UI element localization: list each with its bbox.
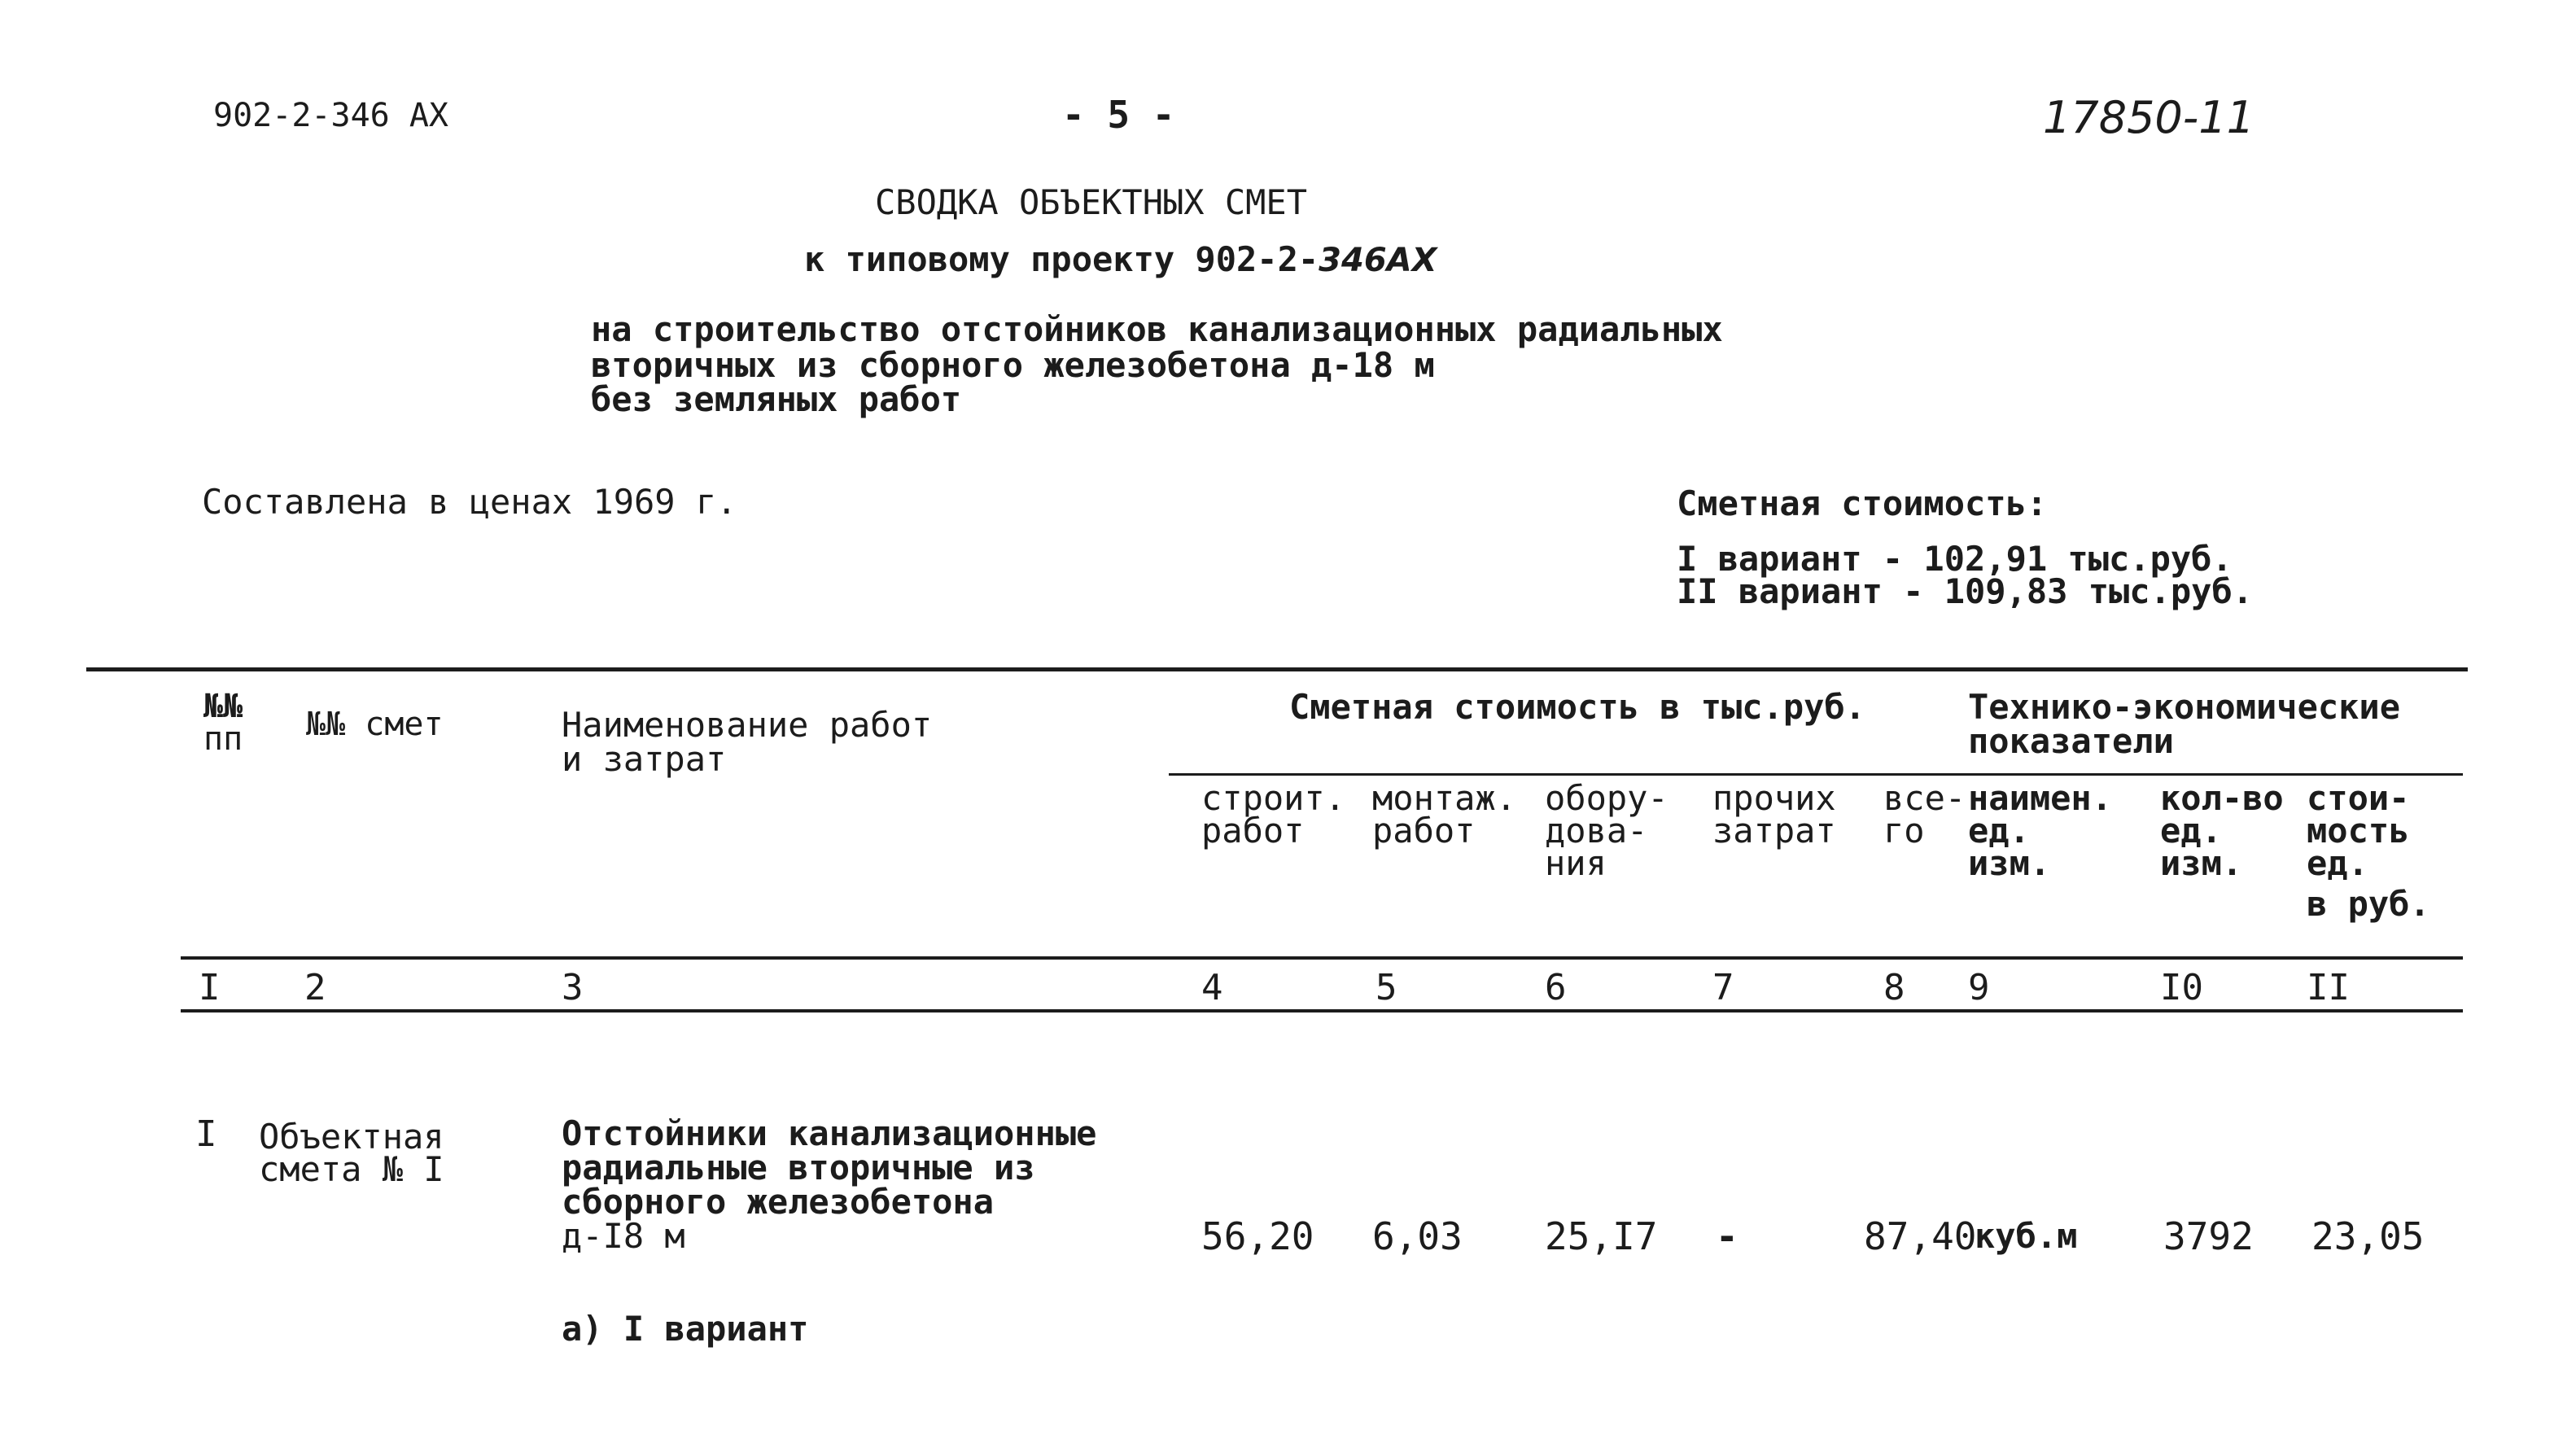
col6-header-line3: ния <box>1545 843 1607 883</box>
row-name-line4: д-I8 м <box>562 1216 685 1256</box>
row-name-line1: Отстойники канализационные <box>562 1113 1097 1153</box>
col3-header-line2: и затрат <box>562 739 727 779</box>
col9-header-line3: изм. <box>1968 843 2051 883</box>
column-number-6: 6 <box>1545 967 1567 1008</box>
col11-header-line4: в руб. <box>2307 884 2430 924</box>
row-estimate-ref-line1: Объектная <box>259 1117 444 1157</box>
column-number-8: 8 <box>1883 967 1905 1008</box>
doc-code: 902-2-346 АХ <box>213 97 448 134</box>
row-name-line3: сборного железобетона <box>562 1182 995 1222</box>
header-bottom-rule <box>181 956 2463 960</box>
col6-header-line2: дова- <box>1545 811 1648 851</box>
col3-header-line1: Наименование работ <box>562 705 933 745</box>
col10-header-line2: ед. <box>2160 811 2222 851</box>
column-number-4: 4 <box>1201 967 1223 1008</box>
row-name-line2: радиальные вторичные из <box>562 1148 1035 1187</box>
table-top-rule <box>86 667 2468 671</box>
col4-header-line1: строит. <box>1201 778 1346 818</box>
row-quantity: 3792 <box>2163 1214 2254 1258</box>
col5-header-line1: монтаж. <box>1372 778 1517 818</box>
col2-header: №№ смет <box>306 706 444 743</box>
column-number-5: 5 <box>1375 967 1397 1008</box>
group-tech-header-line1: Технико-экономические <box>1968 687 2401 727</box>
column-numbers-rule <box>181 1009 2463 1012</box>
title-line1: СВОДКА ОБЪЕКТНЫХ СМЕТ <box>875 182 1308 222</box>
col6-header-line1: обору- <box>1545 778 1668 818</box>
subtitle-line1: на строительство отстойников канализационных радиальных <box>591 309 1723 349</box>
col10-header-line1: кол-во <box>2160 778 2284 818</box>
column-number-7: 7 <box>1712 967 1734 1008</box>
estimate-label: Сметная стоимость: <box>1677 483 2048 523</box>
estimate-variant2: II вариант - 109,83 тыс.руб. <box>1677 571 2254 611</box>
prices-note: Составлена в ценах 1969 г. <box>202 482 737 522</box>
col11-header-line3: ед. <box>2307 843 2368 883</box>
column-number-11: II <box>2307 967 2350 1008</box>
row-unit-cost: 23,05 <box>2311 1214 2425 1258</box>
col1-header-line1: №№ <box>203 688 243 725</box>
row-equipment-cost: 25,I7 <box>1545 1214 1658 1258</box>
col5-header-line2: работ <box>1372 811 1476 851</box>
col9-header-line1: наимен. <box>1968 778 2113 818</box>
column-number-9: 9 <box>1968 967 1990 1008</box>
col8-header-line2: го <box>1883 811 1925 851</box>
title-line2 <box>804 239 1437 279</box>
col11-header-line1: стои- <box>2307 778 2410 818</box>
col11-header-line2: мость <box>2307 811 2410 851</box>
title-line2-prefix: к типовому проекту 902-2- <box>804 239 1319 279</box>
variant-sub-label: а) I вариант <box>562 1309 809 1349</box>
col8-header-line1: все- <box>1883 778 1966 818</box>
subtitle-line2: вторичных из сборного железобетона д-18 м <box>591 345 1435 385</box>
header-group-rule <box>1169 773 2463 776</box>
col4-header-line2: работ <box>1201 811 1305 851</box>
column-number-1: I <box>199 967 221 1008</box>
col10-header-line3: изм. <box>2160 843 2243 883</box>
row-other-cost: - <box>1716 1214 1738 1258</box>
col1-header-line2: пп <box>203 720 243 758</box>
group-tech-header-line2: показатели <box>1968 721 2174 761</box>
estimate-variant1: I вариант - 102,91 тыс.руб. <box>1677 539 2233 579</box>
col7-header-line1: прочих <box>1712 778 1836 818</box>
group-cost-header: Сметная стоимость в тыс.руб. <box>1289 687 1866 727</box>
subtitle-line3: без земляных работ <box>591 379 962 419</box>
row-total-cost: 87,40 <box>1864 1214 1977 1258</box>
title-line2-handwritten: 346АХ <box>1319 242 1437 279</box>
col9-header-line2: ед. <box>1968 811 2030 851</box>
page-number: - 5 - <box>1062 93 1175 137</box>
row-estimate-ref-line2: смета № I <box>259 1149 444 1189</box>
row-installation-cost: 6,03 <box>1372 1214 1463 1258</box>
column-number-2: 2 <box>304 967 326 1008</box>
row-unit: куб.м <box>1975 1216 2078 1256</box>
col7-header-line2: затрат <box>1712 811 1836 851</box>
row-num: I <box>195 1113 217 1155</box>
column-number-3: 3 <box>562 967 584 1008</box>
handwritten-number: 17850-11 <box>2043 92 2255 143</box>
row-construction-cost: 56,20 <box>1201 1214 1314 1258</box>
column-number-10: I0 <box>2160 967 2203 1008</box>
